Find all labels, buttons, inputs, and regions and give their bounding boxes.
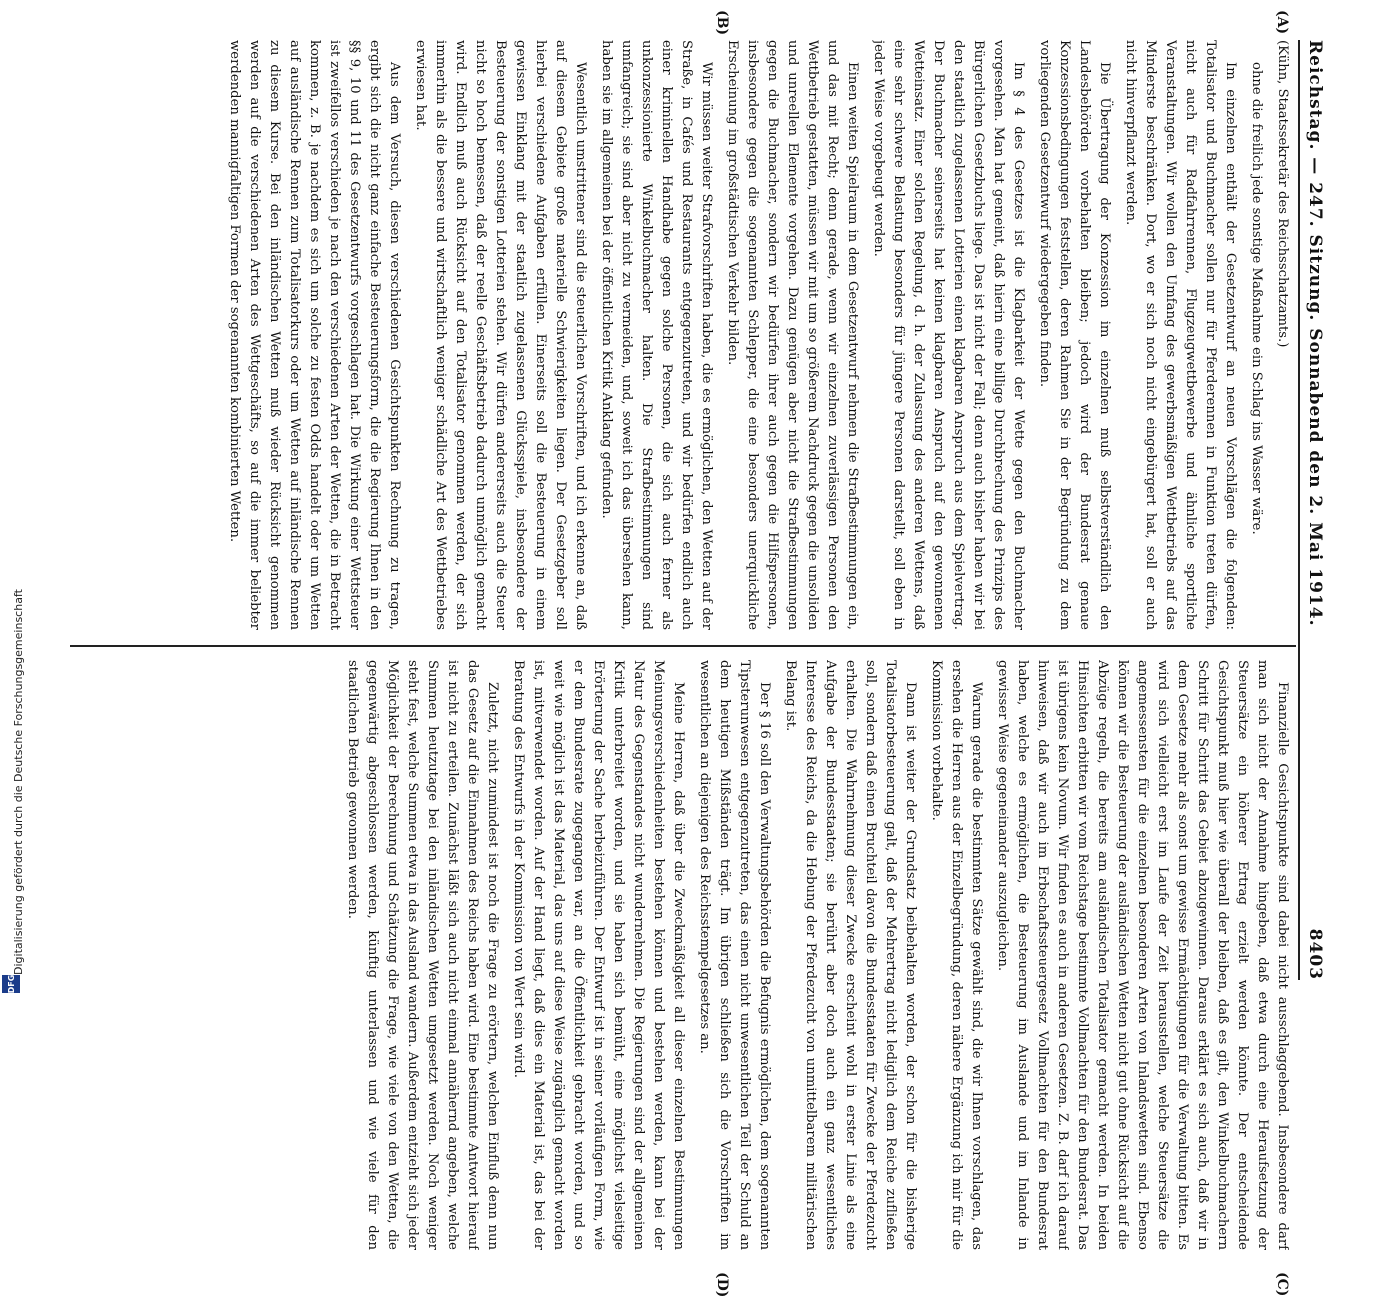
paragraph: ohne die freilich jede sonstige Maßnahme ein Schlag ins Wasser wäre. (1249, 62, 1264, 535)
running-head (1298, 40, 1330, 980)
paragraph: Warum gerade die bestimmten Sätze gewählt sind, die wir Ihnen vorschlagen, das ersehen die Herren aus der Einzelbegründung, deren nähere Ergänzung ich mir für die Kommission vorbehalte. (929, 660, 984, 1250)
paragraph: Im § 4 des Gesetzes ist die Klagbarkeit der Wette gegen den Buchmacher vorgesehen. Man hat gemeint, daß hierin eine billige Durchbrechung des Prinzips des Bürgerlichen Gesetzbuchs liege. Das ist nicht der Fall; denn auch bisher haben wir bei den staatlich zugelassenen Lotterien einen klagbaren Anspruch aus dem Spielvertrag. Der Buchmacher seinerseits hat keinen klagbaren Anspruch auf den gewonnenen Wetteinsatz. Einer solchen Regelung, d. h. der Zulassung des anderen Wettens, daß eine sehr schwere Belastung besonders für jüngere Personen darstellt, soll eben in jeder Weise vorgebeugt werden. (871, 40, 1026, 630)
paragraph: Wesentlich umstrittener sind die steuerlichen Vorschriften, und ich erkenne an, daß auf diesem Gebiete große materielle Schwierigkeiten liegen. Der Gesetzgeber soll hierbei verschiedene Aufgaben erfüllen. Einerseits soll die Besteuerung in einem gewissen Einklang mit der staatlich zugelassenen Glücksspiele, insbesondere der Besteuerung der sonstigen Lotterien stehen. Wir dürfen andererseits auch die Steuer nicht so hoch bemessen, daß der reelle Geschäftsbetrieb dadurch unmöglich gemacht wird. Endlich muß auch Rücksicht auf den Totalisator genommen werden, der sich immerhin als die bessere und wirtschaftlich weniger schädliche Art des Wettbetriebes erwiesen hat. (413, 40, 588, 630)
margin-marker-d: (D) (714, 1272, 730, 1297)
paragraph: Meine Herren, daß über die Zweckmäßigkeit all dieser einzelnen Bestimmungen Meinungsverschiedenheiten bestehen können und bestehen werden, kann bei der Natur des Gegenstandes nicht wundernehmen. Die Regierungen sind der allgemeinen Kritik unterbreitet worden, und sie haben sich bemüht, eine möglichst vielseitige Erörterung der Sache herbeizuführen. Der Entwurf ist in seiner vorläufigen Form, wie er dem Bundesrate zugegangen war, an die Öffentlichkeit gebracht worden, und so weit wie möglich ist das Material, das uns auf diese Weise zugänglich gemacht worden ist, mitverwendet worden. Auf der Hand liegt, daß dies ein Material ist, das bei der Beratung des Entwurfs in der Kommission von Wert sein wird. (511, 660, 686, 1250)
paragraph: Dann ist weiter der Grundsatz beibehalten worden, der schon für die bisherige Totalisatorbesteuerung galt, daß der Mehrertrag nicht lediglich dem Reiche zufließen soll, sondern daß einen Bruchteil davon die Bundesstaaten für Zwecke der Pferdezucht erhalten. Die Wahrnehmung dieser Zwecke erscheint wohl in erster Linie als eine Aufgabe der Bundesstaaten; sie berührt aber doch auch ein ganz wesentliches Interesse des Reichs, da die Hebung der Pferdezucht von unmittelbarem militärischen Belang ist. (783, 660, 918, 1250)
margin-marker-a: (A) (1274, 10, 1290, 35)
paragraph: Zuletzt, nicht zumindest ist noch die Frage zu erörtern, welchen Einfluß denn nun das Gesetz auf die Einnahmen des Reichs haben wird. Eine bestimmte Antwort hierauf ist nicht zu erteilen. Zunächst läßt sich auch nicht einmal annähernd angeben, welche Summen heutzutage bei den inländischen Wetten umgesetzt werden. Noch weniger steht fest, welche Summen etwa in das Ausland wandern. Außerdem entzieht sich jeder Möglichkeit der Berechnung und Schätzung die Frage, wie viele von den Wetten, die gegenwärtig abgeschlossen werden, künftig unterlassen und wie viele für den staatlichen Betrieb gewonnen werden. (345, 660, 500, 1250)
left-column (72, 40, 1292, 630)
page-title: Reichstag. — 247. Sitzung. Sonnabend den 2. Mai 1914. (1305, 40, 1325, 627)
paragraph: Im einzelnen enthält der Gesetzentwurf an neuen Vorschlägen die folgenden: Totalisator und Buchmacher sollen nur für Pferderennen in Funktion treten dürfen, nicht auch für Radfahrrennen, Flugzeugwettbewerbe und ähnliche sportliche Veranstaltungen. Wir wollen den Umfang des gewerbsmäßigen Wettbetriebs auf das Minderste beschränken. Dort, wo er sich noch nicht eingebürgert hat, soll er auch nicht hinverpflanzt werden. (1123, 40, 1238, 630)
page-number: 8403 (1305, 928, 1325, 980)
right-column (72, 660, 1292, 1250)
paragraph: Finanzielle Gesichtspunkte sind dabei nicht ausschlaggebend. Insbesondere darf man sich nicht der Annahme hingeben, daß etwa durch eine Heraufsetzung der Steuersätze ein höherer Ertrag erzielt werden könnte. Der entscheidende Gesichtspunkt muß hier wie überall der bleiben, daß es gilt, den Winkelbuchmachern Schritt für Schritt das Gebiet abzugewinnen. Daraus erklärt es sich auch, daß wir in dem Gesetze mehr als sonst um gewisse Ermächtigungen für die Verwaltung bitten. Es wird sich vielleicht erst im Laufe der Zeit herausstellen, welche Steuersätze die angemessensten für die einzelnen besonderen Arten von Inlandswetten sind. Ebenso können wir die Besteuerung der ausländischen Wetten nicht gut ohne Rücksicht auf die Abzüge regeln, die bereits am ausländischen Totalisator gemacht werden. In beiden Hinsichten erbitten wir vom Reichstage bestimmte Vollmachten für den Bundesrat. Das ist übrigens kein Novum. Wir finden es auch in anderen Gesetzen. Z. B. darf ich darauf hinweisen, daß wir auch im Erbschaftssteuergesetz Vollmachten für den Bundesrat haben, welche es ermöglichen, die Besteuerung im Auslande und im Inlande in gewisser Weise gegeneinander auszugleichen. (995, 660, 1290, 1250)
digitization-credit: Digitalisierung gefördert durch die Deutsche Forschungsgemeinschaft (12, 589, 25, 975)
document-page (60, 10, 1330, 1297)
paragraph: Aus dem Versuch, diesen verschiedenen Gesichtspunkten Rechnung zu tragen, ergibt sich die nicht ganz einfache Besteuerungsform, die die Regierung Ihnen in den §§ 9, 10 und 11 des Gesetzentwurfs vorgeschlagen hat. Die Wirkung einer Wettsteuer ist zweifellos verschieden je nach den verschiedenen Arten der Wetten, die in Betracht kommen, z. B. je nachdem es sich um solche zu festen Odds handelt oder um Wetten auf ausländische Rennen zum Totalisatorkurs oder um Wetten auf inländische Rennen zu diesem Kurse. Bei den inländischen Wetten muß wieder Rücksicht genommen werden auf die verschiedenen Arten des Wettgeschäfts, so auf die immer beliebter werdenden mannigfaltigen Formen der sogenannten kombinierten Wetten. (227, 40, 402, 630)
paragraph: Wir müssen weiter Strafvorschriften haben, die es ermöglichen, den Wetten auf der Straße, in Cafés und Restaurants entgegenzutreten, und wir bedürfen endlich auch einer kriminellen Handhabe gegen solche Personen, die sich auch ferner als unkonzessionierte Winkelbuchmacher halten. Die Strafbestimmungen sind umfangreich; sie sind aber nicht zu vermeiden, und, soweit ich das übersehen kann, haben sie im allgemeinen bei der öffentlichen Kritik Anklang gefunden. (599, 40, 714, 630)
column-divider (70, 645, 1296, 647)
paragraph: Die Übertragung der Konzession im einzelnen muß selbstverständlich den Landesbehörden vorbehalten bleiben; jedoch wird der Bundesrat genaue Konzessionsbedingungen feststellen, deren Rahmen Sie in der Begründung zu dem vorliegenden Gesetzentwurf wiedergegeben finden. (1037, 40, 1112, 630)
margin-marker-c: (C) (1274, 1272, 1290, 1297)
paragraph: Einen weiten Spielraum in dem Gesetzentwurf nehmen die Strafbestimmungen ein, und das mit Recht; denn gerade, wenn wir einzelnen zuverlässigen Personen den Wettbetrieb gestatten, müssen wir mit um so größerem Nachdruck gegen die unsoliden und unreellen Elemente vorgehen. Dazu genügen aber nicht die Strafbestimmungen gegen die Buchmacher, sondern wir bedürfen ihrer auch gegen die Hilfspersonen, insbesondere gegen die sogenannten Schlepper, die eine besonders unerquickliche Erscheinung im großstädtischen Verkehr bilden. (725, 40, 860, 630)
speaker-line: (Kühn, Staatssekretär des Reichsschatzamts.) (1275, 40, 1290, 348)
dfg-logo-icon: DFG (2, 975, 20, 993)
paragraph: Der § 16 soll den Verwaltungsbehörden die Befugnis ermöglichen, dem sogenannten Tipsterunwesen entgegenzutreten, das einen nicht unwesentlichen Teil der Schuld an dem heutigen Mißständen trägt. Im übrigen schließen sich die Vorschriften im wesentlichen an diejenigen des Reichsstempelgesetzes an. (697, 660, 772, 1250)
margin-marker-b: (B) (714, 10, 730, 36)
